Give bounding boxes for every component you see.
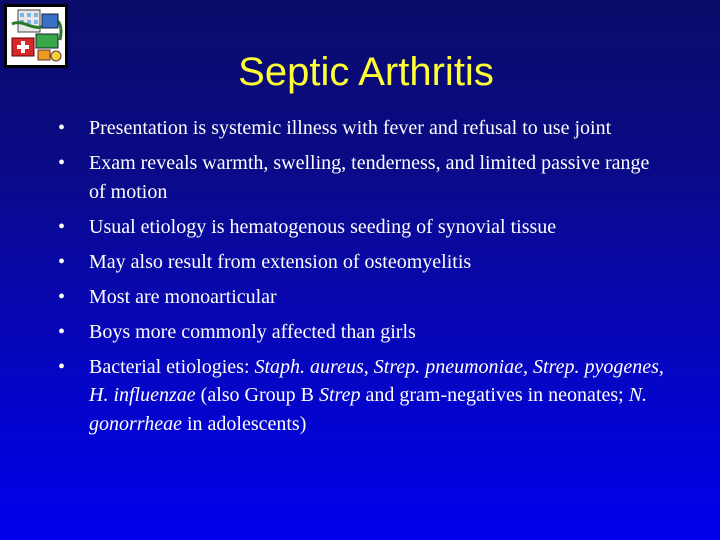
bullet-item [58, 248, 668, 277]
bullet-text: Presentation is systemic illness with fever and refusal to use joint [89, 117, 612, 139]
bullet-text-segment: N. gonorrheae [89, 384, 648, 435]
bullet-text: Usual etiology is hematogenous seeding of synovial tissue [89, 215, 557, 238]
bullet-dot: • [58, 117, 66, 139]
bullet-dot: • [58, 215, 66, 238]
bullet-text-segment: Strep [318, 384, 361, 406]
bullet-list [58, 114, 668, 445]
bullet-dot: • [58, 152, 66, 174]
bullet-item [58, 318, 668, 347]
bullet-text: Boys more commonly affected than girls [89, 320, 416, 343]
slide-title: Septic Arthritis [238, 50, 494, 94]
bullet-dot: • [58, 320, 66, 343]
bullet-text-segment: Staph. aureus, Strep. pneumoniae, Strep. pyogenes, H. influenzae [89, 355, 664, 406]
bullet-item [58, 283, 668, 312]
bullet-item [58, 353, 668, 439]
bullet-dot: • [58, 285, 66, 308]
bullet-text-segment: (also Group B [195, 384, 319, 406]
bullet-dot: • [58, 355, 66, 378]
bullet-text-segment: in adolescents) [181, 412, 307, 435]
bullet-item [58, 149, 668, 206]
bullet-dot: • [58, 250, 66, 273]
bullet-item [58, 213, 668, 242]
bullet-item [58, 114, 668, 143]
bullet-text-segment: Bacterial etiologies: [89, 355, 255, 378]
bullet-text: Most are monoarticular [89, 285, 277, 308]
bullet-text: May also result from extension of osteomyelitis [89, 250, 472, 273]
bullet-text: Exam reveals warmth, swelling, tenderness, and limited passive range of motion [89, 152, 650, 203]
bullet-text-segment: and gram-negatives in neonates; [360, 384, 629, 406]
